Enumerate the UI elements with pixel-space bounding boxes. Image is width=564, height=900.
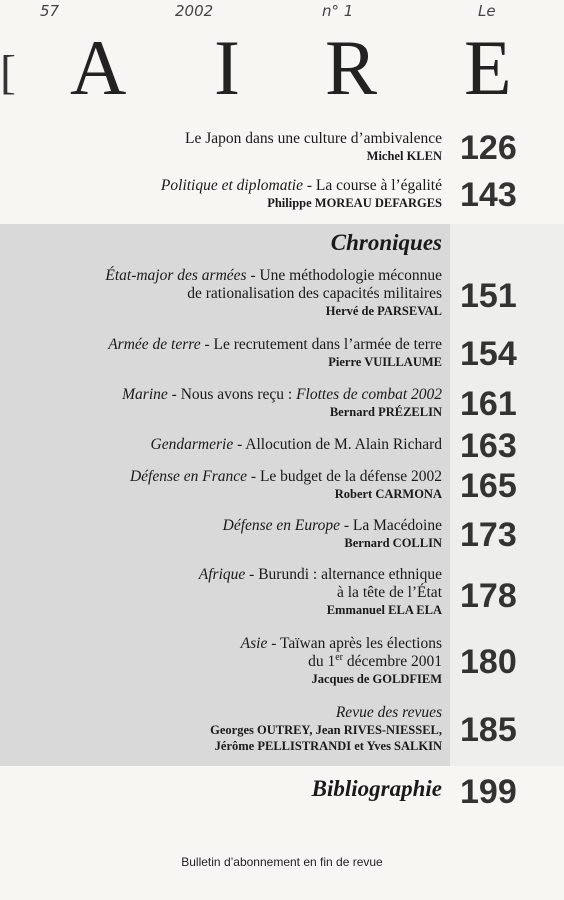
page-number: 178 (460, 577, 517, 615)
masthead-letter: R (325, 24, 378, 111)
handwritten-note: 57 (40, 2, 60, 20)
separator: - (245, 566, 259, 583)
article-author: Jacques de GOLDFIEM (311, 672, 442, 686)
article-author: Georges OUTREY, Jean RIVES-NIESSEL, (210, 723, 442, 737)
article-title-line2-rest: décembre 2001 (343, 653, 442, 670)
article-rubric: Gendarmerie (150, 436, 234, 453)
toc-entry (105, 267, 442, 319)
masthead-letter: A (70, 24, 127, 111)
page-number: 151 (460, 277, 517, 315)
toc-entry (241, 635, 442, 687)
article-title: Burundi : alternance ethnique (258, 566, 442, 583)
article-rubric: Asie (240, 635, 268, 652)
separator: - (246, 267, 260, 284)
page-number: 185 (460, 711, 517, 749)
article-title: Le recrutement dans l’armée de terre (213, 336, 442, 353)
separator: - (200, 336, 214, 353)
article-title-line2: à la tête de l’État (337, 584, 442, 601)
toc-entry (122, 386, 442, 420)
separator: - (267, 635, 280, 652)
article-title-line2: de rationalisation des capacités militaires (187, 285, 442, 302)
footer-note: Bulletin d’abonnement en fin de revue (181, 855, 383, 869)
toc-entry (108, 336, 442, 370)
superscript: er (335, 651, 343, 663)
separator: - (302, 177, 316, 194)
toc-entry (161, 177, 442, 211)
separator: - (167, 386, 181, 403)
toc-entry (151, 436, 442, 454)
masthead-letter: E (464, 24, 512, 111)
page-number: 180 (460, 643, 517, 681)
section-heading-chroniques: Chroniques (330, 230, 442, 255)
article-author: Robert CARMONA (334, 487, 442, 501)
article-rubric: Politique et diplomatie (160, 177, 303, 194)
handwritten-note: 2002 (175, 2, 214, 20)
article-title: La Macédoine (352, 517, 442, 534)
page-number: 165 (460, 467, 517, 505)
page-number: 161 (460, 385, 517, 423)
article-author-line2: Jérôme PELLISTRANDI et Yves SALKIN (214, 739, 442, 753)
article-rubric: Défense en Europe (222, 517, 340, 534)
article-title: Une méthodologie méconnue (259, 267, 442, 284)
article-rubric: Défense en France (129, 468, 248, 485)
separator: - (233, 436, 246, 453)
article-author: Philippe MOREAU DEFARGES (267, 196, 442, 210)
toc-entry (199, 566, 442, 618)
handwritten-note: n° 1 (322, 2, 354, 20)
separator: - (247, 468, 260, 485)
article-title: Le budget de la défense 2002 (259, 468, 442, 485)
article-author: Michel KLEN (366, 149, 442, 163)
article-rubric: Afrique (198, 566, 246, 583)
article-title: Allocution de M. Alain Richard (245, 436, 442, 453)
article-rubric: Marine (122, 386, 168, 403)
toc-entry (210, 704, 442, 754)
page-number: 143 (460, 176, 517, 214)
article-title-line2: du 1 (308, 653, 336, 670)
toc-entry (185, 130, 442, 164)
article-title: Taïwan après les élections (279, 635, 442, 652)
masthead-bracket: [ (0, 46, 16, 99)
page-number: 173 (460, 516, 517, 554)
page-number: 154 (460, 335, 517, 373)
handwritten-note: Le (478, 2, 496, 20)
article-author: Pierre VUILLAUME (328, 355, 442, 369)
toc-entry (223, 517, 442, 551)
article-author: Bernard PRÉZELIN (329, 405, 442, 419)
page-number: 163 (460, 427, 517, 465)
article-rubric: Revue des revues (335, 704, 442, 721)
toc-entry (130, 468, 442, 502)
masthead-letter: I (214, 24, 240, 111)
article-author: Emmanuel ELA ELA (326, 603, 442, 617)
page-number: 199 (460, 773, 517, 811)
article-rubric: État-major des armées (105, 267, 247, 284)
article-title: La course à l’égalité (315, 177, 442, 194)
article-title: Nous avons reçu : (180, 386, 297, 403)
article-title: Le Japon dans une culture d’ambivalence (185, 130, 442, 147)
page-number: 126 (460, 129, 517, 167)
article-rubric: Armée de terre (108, 336, 201, 353)
section-heading-bibliographie: Bibliographie (311, 776, 442, 801)
article-author: Bernard COLLIN (344, 536, 442, 550)
separator: - (339, 517, 353, 534)
article-author: Hervé de PARSEVAL (325, 304, 442, 318)
article-title-italic: Flottes de combat 2002 (296, 386, 442, 403)
